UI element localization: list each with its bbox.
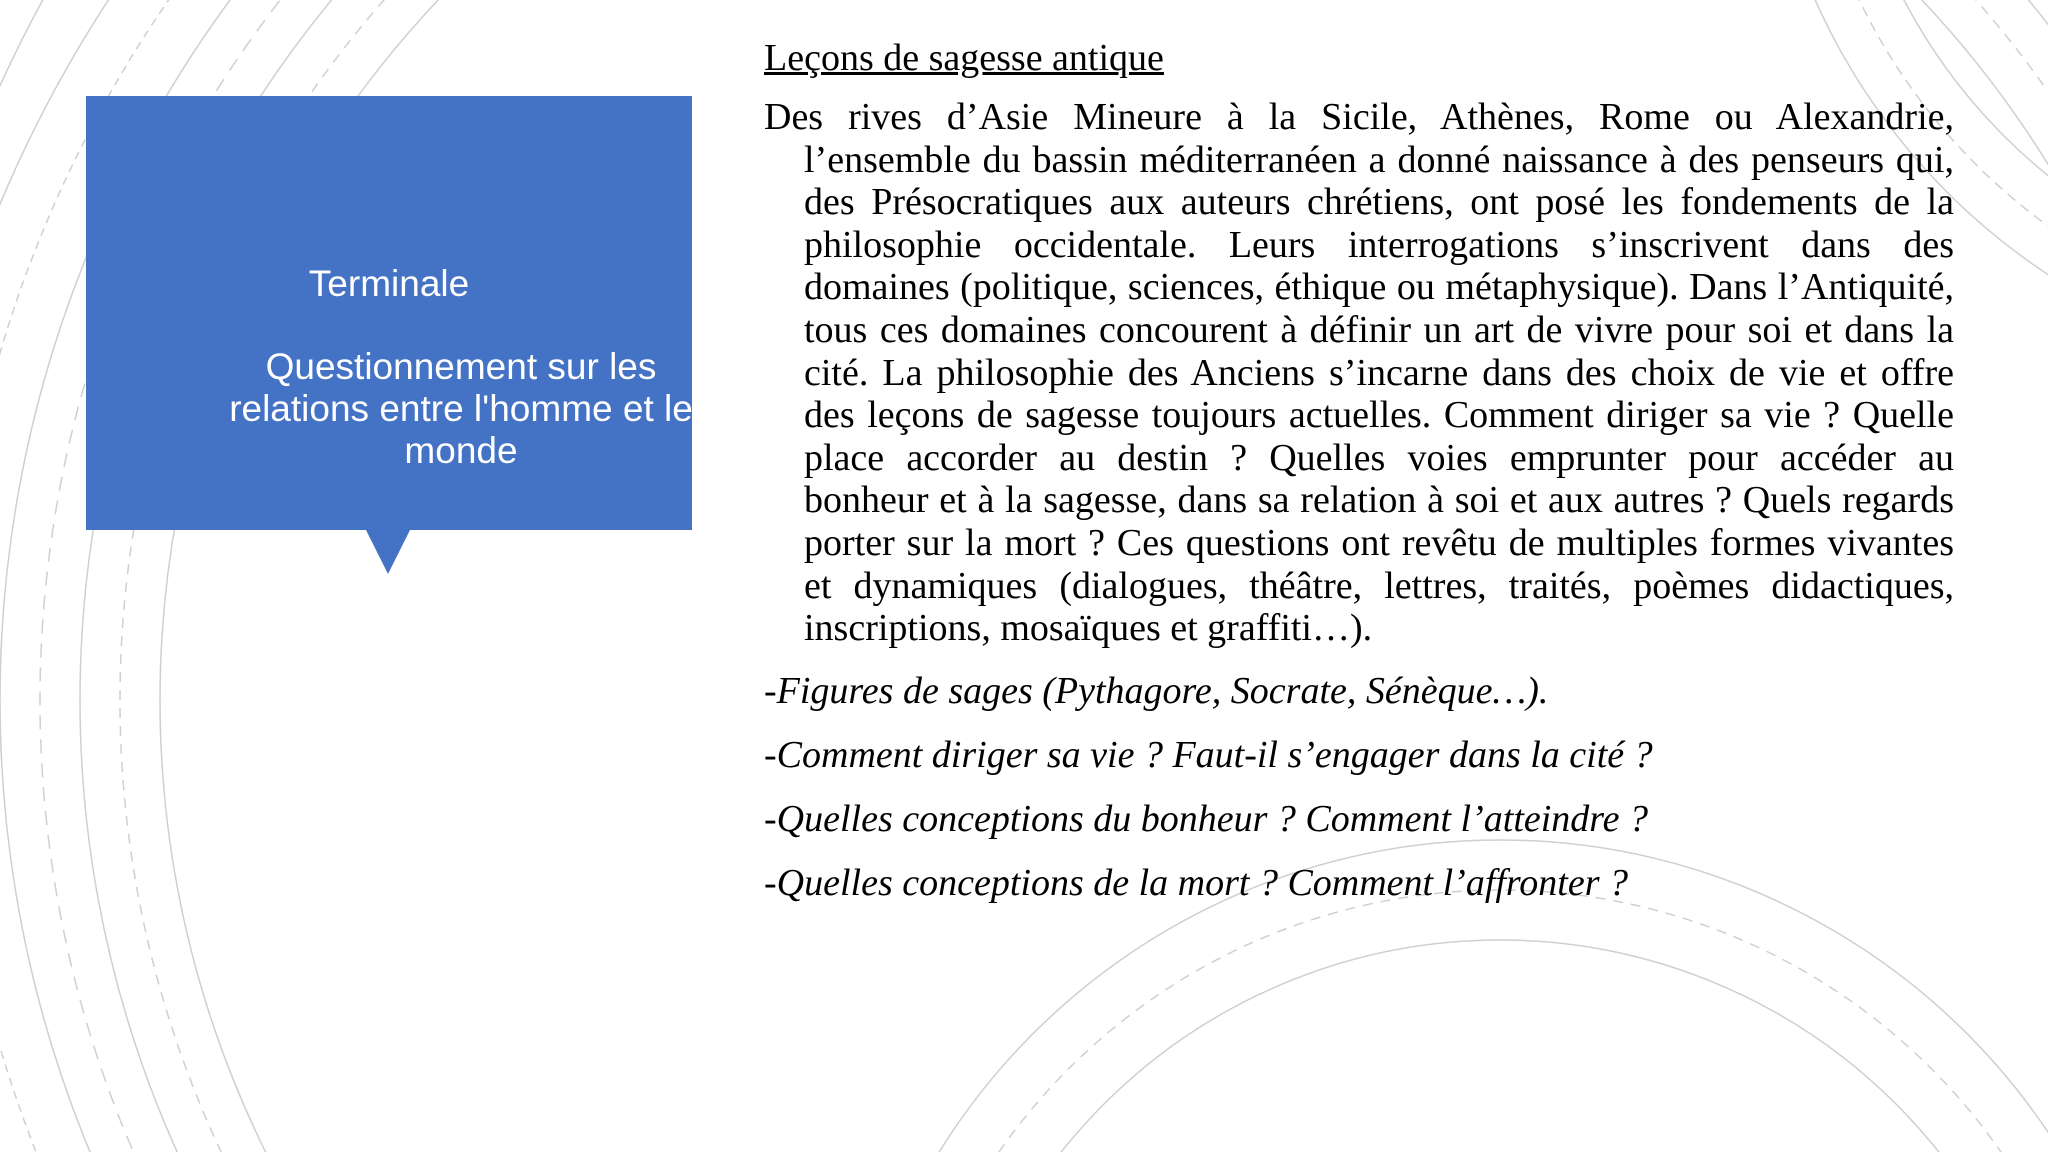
question-item: -Comment diriger sa vie ? Faut-il s’engager dans la cité ?: [764, 733, 1653, 776]
question-item: -Figures de sages (Pythagore, Socrate, Sénèque…).: [764, 669, 1549, 712]
section-heading: Leçons de sagesse antique: [764, 37, 1164, 79]
question-item: -Quelles conceptions de la mort ? Comment l’affronter ?: [764, 861, 1629, 904]
content-area: [764, 34, 1954, 924]
question-item: -Quelles conceptions du bonheur ? Comment l’atteindre ?: [764, 797, 1649, 840]
level-title: Terminale: [308, 263, 470, 304]
callout-pointer: [366, 530, 410, 574]
intro-paragraph: Des rives d’Asie Mineure à la Sicile, Athènes, Rome ou Alexandrie, l’ensemble du bassin méditerranéen a donné naissance à des penseurs qui, des Présocratiques aux auteurs chrétiens, ont posé les fondements de la philosophie occidentale. Leurs interrogations s’inscrivent dans des domaines (politique, sciences, éthique ou métaphysique). Dans l’Antiquité, tous ces domaines concourent à définir un art de vivre pour soi et dans la cité. La philosophie des Anciens s’incarne dans des choix de vie et offre des leçons de sagesse toujours actuelles. Comment diriger sa vie ? Quelle place accorder au destin ? Quelles voies emprunter pour accéder au bonheur et à la sagesse, dans sa relation à soi et aux autres ? Quels regards porter sur la mort ? Ces questions ont revêtu de multiples formes vivantes et dynamiques (dialogues, théâtre, lettres, traités, poèmes didactiques, inscriptions, mosaïques et graffiti…).: [764, 96, 1954, 650]
title-callout-box: [86, 96, 692, 530]
theme-title: Questionnement sur les relations entre l'homme et le monde: [229, 346, 693, 471]
